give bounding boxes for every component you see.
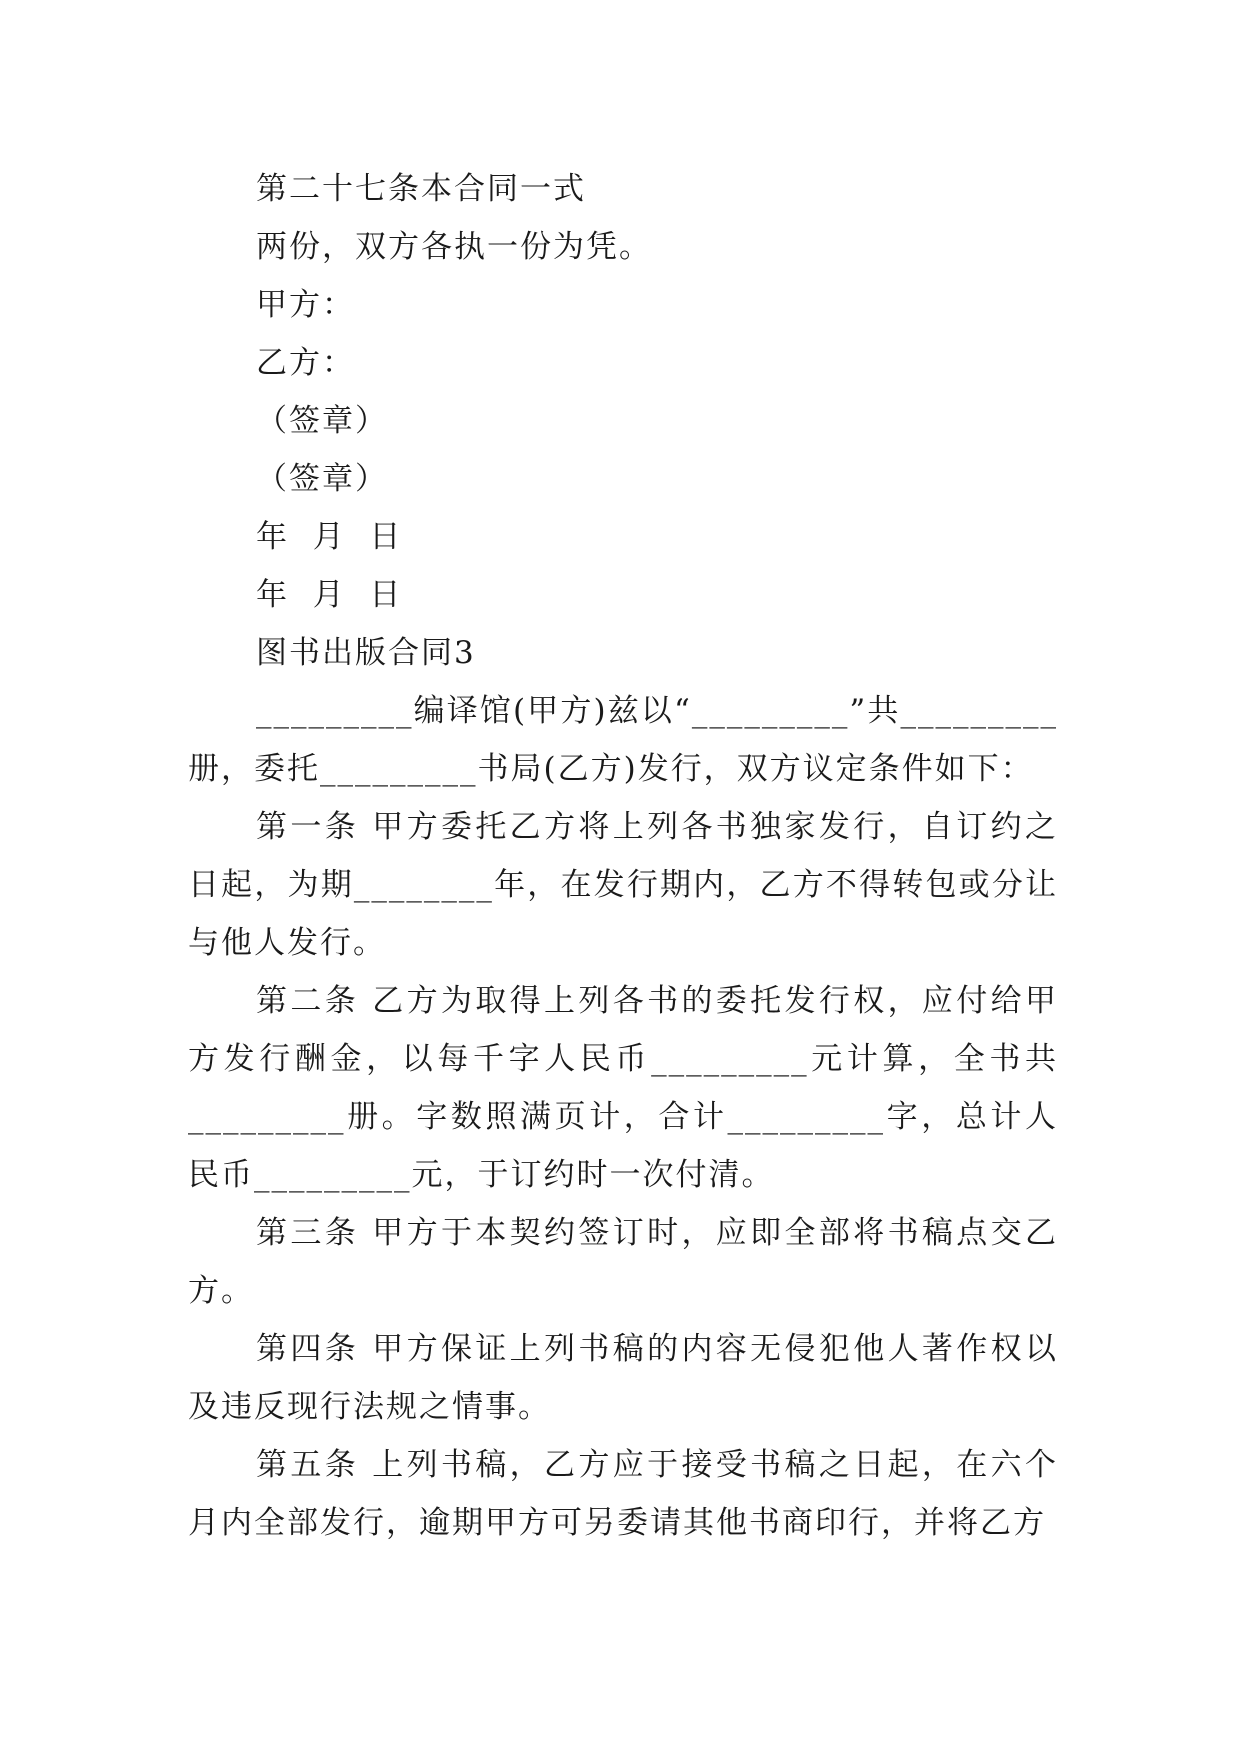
- article-1-paragraph: 第一条 甲方委托乙方将上列各书独家发行，自订约之日起，为期________年，在发行期内，乙方不得转包或分让与他人发行。: [188, 809, 1058, 961]
- party-b-label: 乙方：: [256, 345, 355, 381]
- signature-seal-a: （签章）: [256, 403, 388, 439]
- date-line-a: 年 月 日: [256, 519, 403, 555]
- article-5-paragraph: 第五条 上列书稿，乙方应于接受书稿之日起，在六个月内全部发行，逾期甲方可另委请其他书商印行，并将乙方: [188, 1447, 1058, 1541]
- document-content: [188, 160, 1058, 1552]
- party-a-label: 甲方：: [256, 287, 355, 323]
- signature-seal-b: （签章）: [256, 461, 388, 497]
- date-line-b: 年 月 日: [256, 577, 403, 613]
- copies-line: 两份，双方各执一份为凭。: [256, 229, 652, 265]
- contract-title: 图书出版合同3: [256, 635, 476, 671]
- article-2-paragraph: 第二条 乙方为取得上列各书的委托发行权，应付给甲方发行酬金，以每千字人民币_________元计算，全书共_________册。字数照满页计，合计_________字，总计人民币_________元，于订约时一次付清。: [188, 983, 1058, 1193]
- clause-27-line: 第二十七条本合同一式: [256, 171, 586, 207]
- article-3-paragraph: 第三条 甲方于本契约签订时，应即全部将书稿点交乙方。: [188, 1215, 1058, 1309]
- intro-paragraph: _________编译馆(甲方)兹以“_________”共_________册，委托_________书局(乙方)发行，双方议定条件如下：: [188, 693, 1058, 787]
- article-4-paragraph: 第四条 甲方保证上列书稿的内容无侵犯他人著作权以及违反现行法规之情事。: [188, 1331, 1058, 1425]
